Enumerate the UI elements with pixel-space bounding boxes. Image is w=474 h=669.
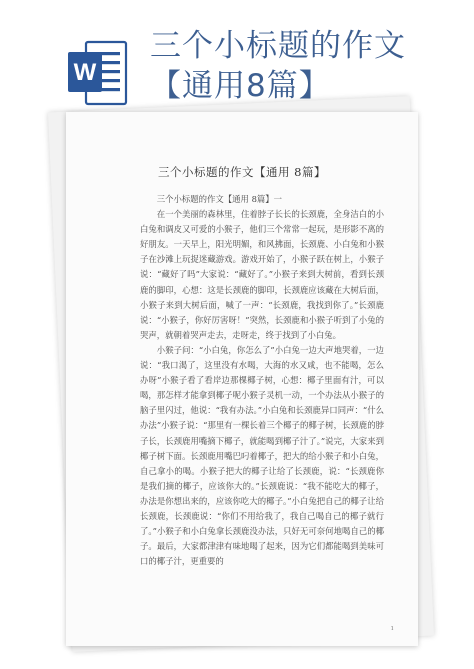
- page-number: 1: [390, 626, 394, 632]
- word-icon-letter: W: [73, 59, 97, 86]
- document-page: [66, 112, 418, 646]
- body-paragraph: 小猴子问：“小白兔，你怎么了”小白兔一边大声地哭着，一边说：“我口渴了，这里没有水喝，大海的水又咸，也不能喝，怎么办呀”小猴子看了看岸边那棵椰子树，心想：椰子里面有汁，可以喝，那怎样才能拿到椰子呢小猴子灵机一动，一个办法从小猴子的脑子里闪过，他说：“我有办法。”小白兔和长颈鹿异口同声：“什么办法”小猴子说：“那里有一棵长着三个椰子的椰子树，长颈鹿的脖子长，长颈鹿用嘴摘下椰子，就能喝到椰子汁了。”说完，大家来到椰子树下面。长颈鹿用嘴巴叼着椰子，把大的给小猴子和小白兔，自己拿小的喝。小猴子把大的椰子让给了长颈鹿，说：“长颈鹿你是我们摘的椰子，应该你大的。”长颈鹿说：“我不能吃大的椰子，办法是你想出来的，应该你吃大的椰子。”小白兔把自己的椰子让给长颈鹿，长颈鹿说：“你们不用给我了，我自己喝自己的椰子就行了。”小猴子和小白兔拿长颈鹿没办法，只好无可奈何地喝自己的椰子。最后，大家都津津有味地喝了起来，因为它们都能喝到美味可口的椰子汁，更重要的: [140, 344, 384, 567]
- body-paragraph: 在一个美丽的森林里，住着脖子长长的长颈鹿，全身洁白的小白兔和调皮又可爱的小猴子，他们三个常常一起玩，是形影不离的好朋友。一天早上，阳光明媚，和风拂面，长颈鹿、小白兔和小猴子在沙滩上玩捉迷藏游戏。游戏开始了，小猴子跃在树上，小猴子说：“藏好了吗”大家说：“藏好了。”小猴子来到大树前，看到长颈鹿的脚印，心想：这是长颈鹿的脚印，长颈鹿应该藏在大树后面，小猴子来到大树后面，喊了一声：“长颈鹿，我找到你了。”长颈鹿说：“小猴子，你好厉害呀！”突然，长颈鹿和小猴子听到了小兔的哭声，就朝着哭声走去，走呀走，终于找到了小白兔。: [140, 209, 384, 340]
- document-body: [140, 192, 384, 569]
- word-document-icon: [66, 38, 128, 108]
- document-title: 三个小标题的作文【通用 8篇】: [158, 165, 326, 179]
- banner-title-line-2: 【通用8篇】: [150, 68, 331, 104]
- banner-title-line-1: 三个小标题的作文: [150, 28, 406, 64]
- banner: [0, 0, 474, 110]
- subtitle-paragraph: 三个小标题的作文【通用 8篇】一: [156, 194, 283, 204]
- banner-title: [150, 26, 406, 106]
